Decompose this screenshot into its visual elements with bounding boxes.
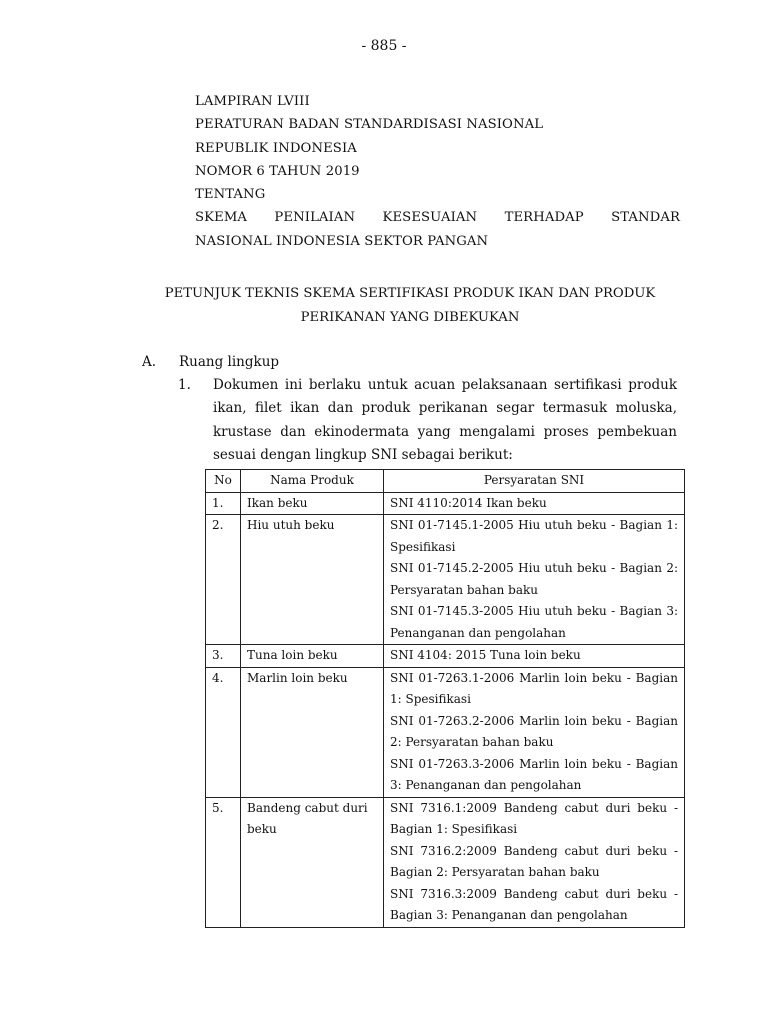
sni-requirement: SNI 4110:2014 Ikan beku [390,495,547,510]
heading-line: PERATURAN BADAN STANDARDISASI NASIONAL [195,117,544,133]
header-nama-produk: Nama Produk [241,470,384,493]
cell-nama-produk: Hiu utuh beku [241,515,384,645]
table-row [206,645,685,668]
cell-persyaratan-sni [384,667,685,797]
sni-requirement: SNI 01-7263.2-2006 Marlin loin beku - Bagian 2: Persyaratan bahan baku [390,713,678,749]
cell-no: 3. [206,645,241,668]
document-title [140,282,680,330]
table-row [206,797,685,927]
cell-persyaratan-sni [384,645,685,668]
list-item-text: Dokumen ini berlaku untuk acuan pelaksanaan sertifikasi produk ikan, filet ikan dan produk perikanan segar termasuk moluska, krustase dan ekinodermata yang mengalami proses pembekuan sesuai dengan lingkup SNI sebagai berikut: [213,377,677,463]
sni-requirement: SNI 7316.1:2009 Bandeng cabut duri beku - Bagian 1: Spesifikasi [390,800,678,836]
heading-line: NASIONAL INDONESIA SEKTOR PANGAN [195,233,489,249]
table-row [206,492,685,515]
title-line: PETUNJUK TEKNIS SKEMA SERTIFIKASI PRODUK IKAN DAN PRODUK [164,286,656,301]
table-row [206,515,685,645]
header-persyaratan-sni: Persyaratan SNI [384,470,685,493]
table-header-row [206,470,685,493]
sni-requirement: SNI 7316.3:2009 Bandeng cabut duri beku - Bagian 3: Penanganan dan pengolahan [390,886,678,922]
list-item-marker: 1. [178,377,191,393]
sni-requirement: SNI 4104: 2015 Tuna loin beku [390,648,581,662]
cell-nama-produk: Marlin loin beku [241,667,384,797]
sni-requirement: SNI 01-7263.1-2006 Marlin loin beku - Bagian 1: Spesifikasi [390,670,678,706]
sni-requirement: SNI 7316.2:2009 Bandeng cabut duri beku - Bagian 2: Persyaratan bahan baku [390,843,678,879]
sni-requirement: SNI 01-7145.1-2005 Hiu utuh beku - Bagian 1: Spesifikasi [390,518,678,554]
heading-line: SKEMA PENILAIAN KESESUAIAN TERHADAP STANDAR [195,210,680,226]
cell-nama-produk: Ikan beku [241,492,384,515]
heading-line: LAMPIRAN LVIII [195,94,310,109]
section-marker: A. [142,354,157,370]
heading-line: REPUBLIK INDONESIA [195,140,357,156]
heading-line: NOMOR 6 TAHUN 2019 [195,163,360,179]
page-number: - 885 - [361,38,407,54]
sni-requirement: SNI 01-7145.3-2005 Hiu utuh beku - Bagian 3: Penanganan dan pengolahan [390,604,678,640]
cell-no: 1. [206,492,241,515]
heading-line: TENTANG [195,187,266,203]
cell-nama-produk: Tuna loin beku [241,645,384,668]
title-line: PERIKANAN YANG DIBEKUKAN [300,310,520,325]
table-body [206,492,685,927]
product-table [205,469,685,928]
cell-no: 2. [206,515,241,645]
cell-nama-produk: Bandeng cabut duri beku [241,797,384,927]
cell-persyaratan-sni [384,492,685,515]
attachment-heading [195,90,680,253]
cell-no: 4. [206,667,241,797]
section-title: Ruang lingkup [179,354,280,370]
table-row [206,667,685,797]
sni-requirement: SNI 01-7263.3-2006 Marlin loin beku - Bagian 3: Penanganan dan pengolahan [390,756,678,792]
cell-persyaratan-sni [384,797,685,927]
header-no: No [206,470,241,493]
sni-requirement: SNI 01-7145.2-2005 Hiu utuh beku - Bagian 2: Persyaratan bahan baku [390,561,678,597]
cell-persyaratan-sni [384,515,685,645]
cell-no: 5. [206,797,241,927]
